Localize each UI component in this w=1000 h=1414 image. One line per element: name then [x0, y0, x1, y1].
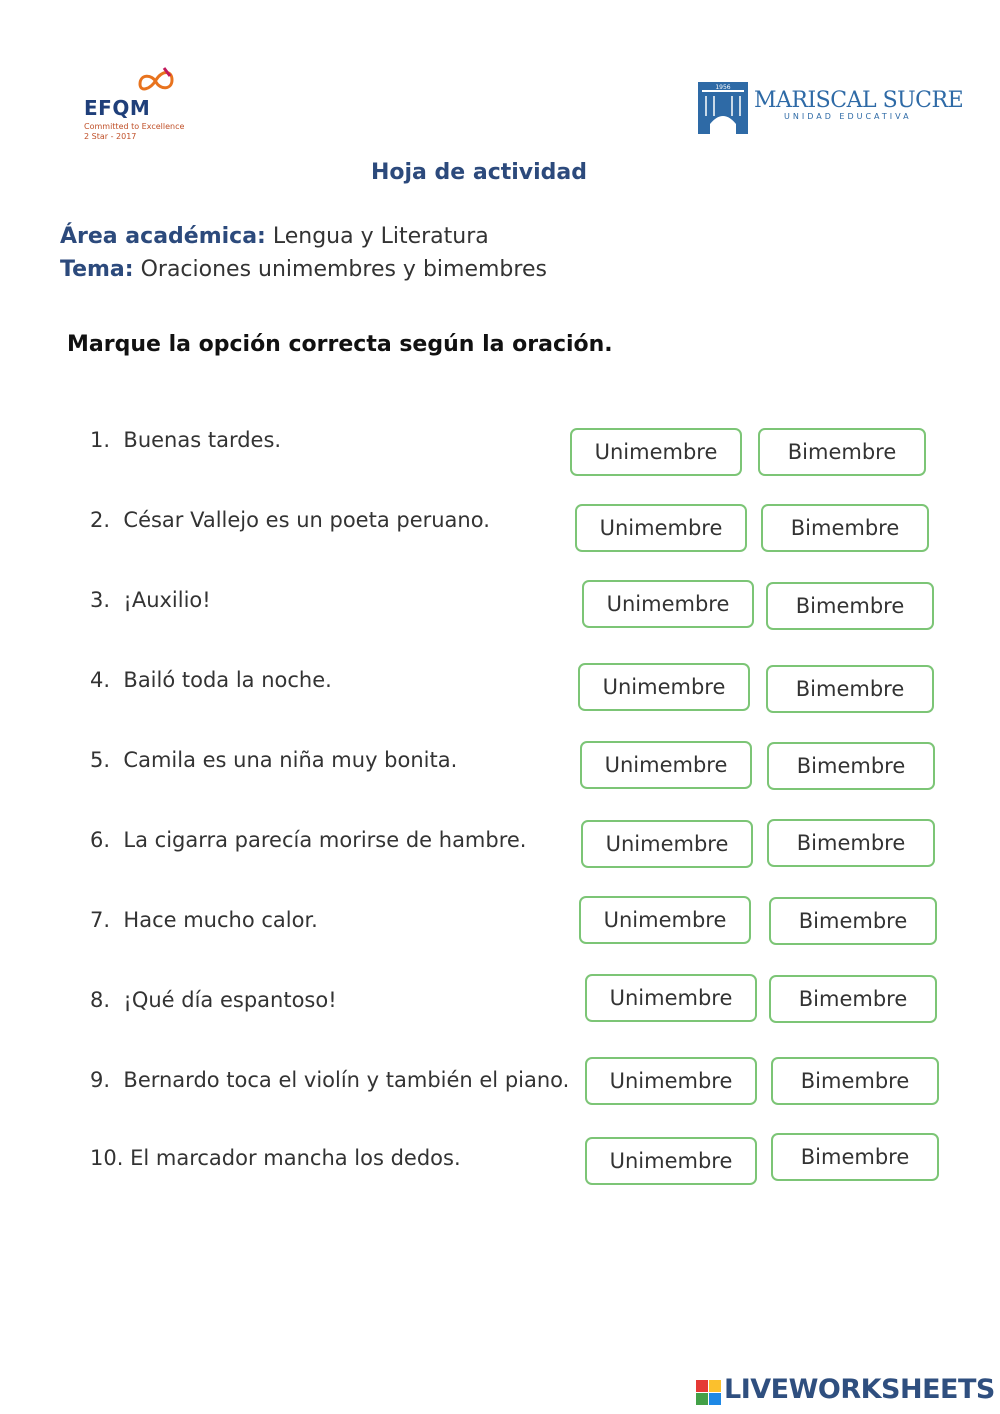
school-crest-icon	[696, 80, 750, 136]
topic-label: Tema:	[60, 257, 134, 282]
school-name: MARISCAL SUCRE	[754, 88, 964, 113]
question-1	[90, 428, 281, 452]
question-text: César Vallejo es un poeta peruano.	[123, 508, 490, 532]
option-unimembre-10[interactable]: Unimembre	[585, 1137, 757, 1185]
option-bimembre-4[interactable]: Bimembre	[766, 665, 934, 713]
question-number: 3.	[90, 588, 111, 612]
efqm-tagline: Committed to Excellence	[84, 122, 185, 131]
academic-area-label: Área académica:	[60, 224, 266, 249]
question-9	[90, 1068, 569, 1092]
question-5	[90, 748, 457, 772]
academic-area-value: Lengua y Literatura	[272, 224, 489, 249]
question-10	[90, 1146, 461, 1170]
option-unimembre-3[interactable]: Unimembre	[582, 580, 754, 628]
efqm-word: EFQM	[84, 96, 151, 120]
option-bimembre-1[interactable]: Bimembre	[758, 428, 926, 476]
question-6	[90, 828, 527, 852]
question-number: 4.	[90, 668, 111, 692]
school-subtitle: UNIDAD EDUCATIVA	[784, 112, 912, 121]
question-number: 10.	[90, 1146, 124, 1170]
question-number: 5.	[90, 748, 111, 772]
liveworksheets-text: LIVEWORKSHEETS	[724, 1374, 995, 1405]
option-unimembre-7[interactable]: Unimembre	[579, 896, 751, 944]
question-text: La cigarra parecía morirse de hambre.	[123, 828, 527, 852]
option-bimembre-8[interactable]: Bimembre	[769, 975, 937, 1023]
efqm-award: 2 Star - 2017	[84, 132, 137, 141]
question-text: Camila es una niña muy bonita.	[123, 748, 458, 772]
option-bimembre-7[interactable]: Bimembre	[769, 897, 937, 945]
option-unimembre-2[interactable]: Unimembre	[575, 504, 747, 552]
efqm-infinity-icon	[136, 66, 176, 98]
question-number: 2.	[90, 508, 111, 532]
option-bimembre-9[interactable]: Bimembre	[771, 1057, 939, 1105]
academic-area	[60, 224, 489, 249]
topic	[60, 257, 547, 282]
question-number: 9.	[90, 1068, 111, 1092]
question-text: Bailó toda la noche.	[123, 668, 332, 692]
question-text: Buenas tardes.	[123, 428, 282, 452]
school-year: 1956	[715, 84, 731, 91]
efqm-logo	[84, 66, 194, 142]
question-number: 8.	[90, 988, 111, 1012]
question-number: 7.	[90, 908, 111, 932]
question-text: El marcador mancha los dedos.	[130, 1146, 461, 1170]
question-3	[90, 588, 211, 612]
liveworksheets-icon	[696, 1380, 722, 1406]
option-unimembre-5[interactable]: Unimembre	[580, 741, 752, 789]
question-text: Bernardo toca el violín y también el piano.	[123, 1068, 570, 1092]
question-number: 6.	[90, 828, 111, 852]
page-title: Hoja de actividad	[370, 160, 588, 185]
school-logo	[696, 80, 966, 136]
topic-value: Oraciones unimembres y bimembres	[140, 257, 547, 282]
option-unimembre-8[interactable]: Unimembre	[585, 974, 757, 1022]
option-unimembre-4[interactable]: Unimembre	[578, 663, 750, 711]
option-unimembre-6[interactable]: Unimembre	[581, 820, 753, 868]
option-unimembre-1[interactable]: Unimembre	[570, 428, 742, 476]
question-text: Hace mucho calor.	[123, 908, 318, 932]
option-bimembre-10[interactable]: Bimembre	[771, 1133, 939, 1181]
option-bimembre-2[interactable]: Bimembre	[761, 504, 929, 552]
option-unimembre-9[interactable]: Unimembre	[585, 1057, 757, 1105]
question-text: ¡Auxilio!	[123, 588, 211, 612]
question-7	[90, 908, 318, 932]
question-number: 1.	[90, 428, 111, 452]
option-bimembre-6[interactable]: Bimembre	[767, 819, 935, 867]
question-text: ¡Qué día espantoso!	[123, 988, 337, 1012]
question-4	[90, 668, 332, 692]
option-bimembre-5[interactable]: Bimembre	[767, 742, 935, 790]
question-8	[90, 988, 337, 1012]
instruction: Marque la opción correcta según la oración.	[67, 332, 613, 357]
option-bimembre-3[interactable]: Bimembre	[766, 582, 934, 630]
question-2	[90, 508, 490, 532]
